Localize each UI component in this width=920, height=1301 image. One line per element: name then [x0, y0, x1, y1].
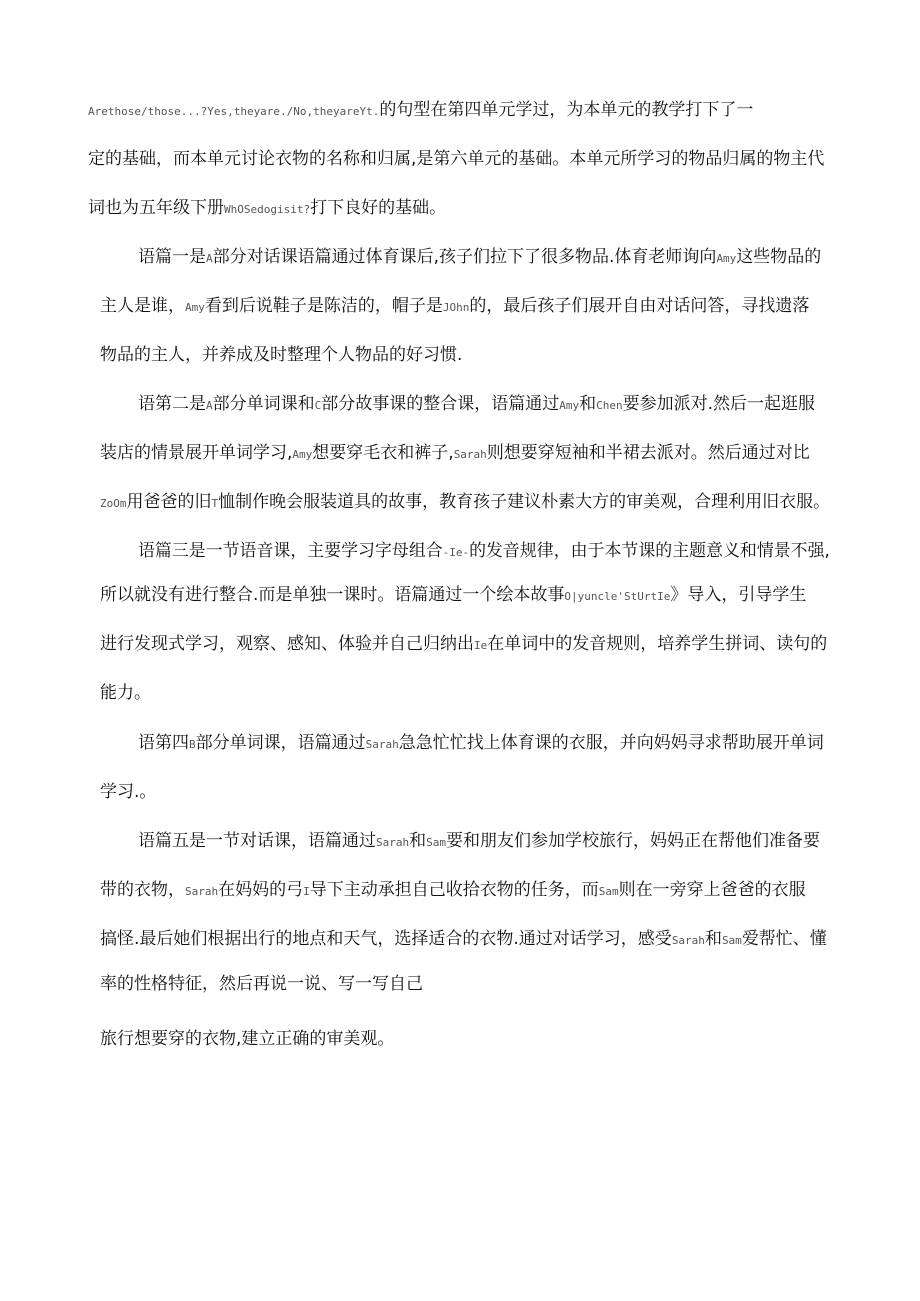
paragraph-3-line-4 [100, 681, 151, 705]
text: 语篇五是一节对话课，语篇通过 [138, 831, 376, 851]
paragraph-5-line-2 [100, 878, 806, 902]
text: 主人是谁， [100, 296, 185, 316]
english-text: Sarah [453, 448, 487, 461]
english-text: O|yuncle'StUrtIe [564, 590, 671, 603]
text: 带的衣物， [100, 880, 185, 900]
paragraph-2-line-3 [100, 490, 830, 514]
text: 语篇一是 [138, 247, 206, 267]
text: 爱帮忙、懂 [741, 929, 827, 949]
english-text: Amy [292, 448, 313, 461]
text: 的句型在第四单元学过，为本单元的教学打下了一 [379, 100, 754, 120]
english-text: Sam [721, 934, 742, 947]
text: 看到后说鞋子是陈洁的，帽子是 [204, 296, 443, 316]
paragraph-5-line-3 [100, 927, 827, 951]
paragraph-5-line-1 [138, 829, 820, 853]
text: 想要穿毛衣和裤子, [312, 443, 454, 463]
text: 装店的情景展开单词学习, [100, 443, 293, 463]
text: 词也为五年级下册 [88, 198, 224, 218]
paragraph-3-line-1 [138, 539, 830, 563]
text: 则在一旁穿上爸爸的衣服 [618, 880, 806, 900]
paragraph-5-line-5 [100, 1027, 394, 1051]
english-text: C [314, 399, 322, 412]
text: 率的性格特征，然后再说一说、写一写自己 [100, 974, 423, 994]
text: 则想要穿短袖和半裙去派对。然后通过对比 [486, 443, 810, 463]
english-text: A [206, 252, 213, 265]
text: 搞怪.最后她们根据出行的地点和天气，选择适合的衣物.通过对话学习，感受 [100, 929, 672, 949]
text: 进行发现式学习，观察、感知、体验并自己归纳出 [100, 634, 474, 654]
text: 物品的主人，并养成及时整理个人物品的好习惯. [100, 345, 463, 365]
paragraph-4-line-1 [138, 731, 824, 755]
english-text: I [303, 885, 310, 898]
text: 定的基础，而本单元讨论衣物的名称和归属,是第六单元的基础。本单元所学习的物品归属的物主代 [88, 149, 825, 169]
text: 部分单词课，语篇通过 [195, 733, 366, 753]
paragraph-1-line-3 [100, 343, 462, 367]
text: 在单词中的发音规则，培养学生拼词、读句的 [487, 634, 828, 654]
paragraph-1-line-2 [100, 294, 809, 318]
english-text: Amy [716, 252, 737, 265]
english-text: Chen [596, 399, 623, 412]
text: 和 [704, 929, 722, 949]
text: 语篇三是一节语音课，主要学习字母组合 [138, 541, 443, 561]
english-text: Amy [559, 399, 580, 412]
text: 恤制作晚会服装道具的故事，教育孩子建议朴素大方的审美观，合理利用旧衣服。 [218, 492, 831, 512]
text: 用爸爸的旧 [126, 492, 212, 512]
english-text: JOhn [442, 301, 470, 314]
text: 的，最后孩子们展开自由对话问答，寻找遗落 [469, 296, 810, 316]
text: 在妈妈的弓 [218, 880, 304, 900]
paragraph-1-line-1 [138, 245, 821, 269]
text: 的发音规律，由于本节课的主题意义和情景不强, [469, 541, 830, 561]
text: 部分单词课和 [212, 394, 315, 414]
text: 打下良好的基础。 [310, 198, 447, 218]
text: 这些物品的 [736, 247, 822, 267]
paragraph-0-line-1 [88, 98, 753, 122]
text: 》导入，引导学生 [670, 585, 807, 605]
text: 部分对话课语篇通过体育课后,孩子们拉下了很多物品.体育老师询向 [212, 247, 717, 267]
english-text: WhOSedogisit? [224, 203, 311, 216]
text: 学习.。 [100, 782, 157, 802]
english-text: ZoOm [100, 497, 127, 510]
english-text: -Ie- [442, 546, 470, 559]
text: 部分故事课的整合课，语篇通过 [321, 394, 560, 414]
english-text: A [206, 399, 213, 412]
english-text: Arethose/those...?Yes,theyare./No,theyareYt. [88, 105, 380, 118]
paragraph-3-line-2 [100, 583, 806, 607]
paragraph-3-line-3 [100, 632, 827, 656]
english-text: Ie [474, 639, 488, 652]
paragraph-4-line-2 [100, 780, 156, 804]
english-text: Sarah [185, 885, 219, 898]
text: 要和朋友们参加学校旅行，妈妈正在帮他们准备要 [446, 831, 820, 851]
paragraph-0-line-3 [88, 196, 446, 220]
english-text: B [189, 738, 196, 751]
paragraph-2-line-2 [100, 441, 810, 465]
text: 所以就没有进行整合.而是单独一课时。语篇通过一个绘本故事 [100, 585, 565, 605]
paragraph-5-line-4 [100, 972, 423, 996]
text: 能力。 [100, 683, 151, 703]
text: 语第二是 [138, 394, 206, 414]
english-text: Sam [598, 885, 619, 898]
text: 和 [409, 831, 427, 851]
text: 要参加派对.然后一起逛服 [622, 394, 816, 414]
english-text: Amy [185, 301, 205, 314]
text: 急急忙忙找上体育课的衣服，并向妈妈寻求帮助展开单词 [398, 733, 824, 753]
text: 和 [579, 394, 597, 414]
text: 语第四 [138, 733, 189, 753]
english-text: T [211, 497, 219, 510]
english-text: Sam [426, 836, 446, 849]
english-text: Sarah [365, 738, 399, 751]
text: 旅行想要穿的衣物,建立正确的审美观。 [100, 1029, 395, 1049]
paragraph-0-line-2 [88, 147, 824, 171]
english-text: Sarah [671, 934, 705, 947]
text: 导下主动承担自己收拾衣物的任务，而 [309, 880, 599, 900]
english-text: Sarah [376, 836, 410, 849]
paragraph-2-line-1 [138, 392, 815, 416]
